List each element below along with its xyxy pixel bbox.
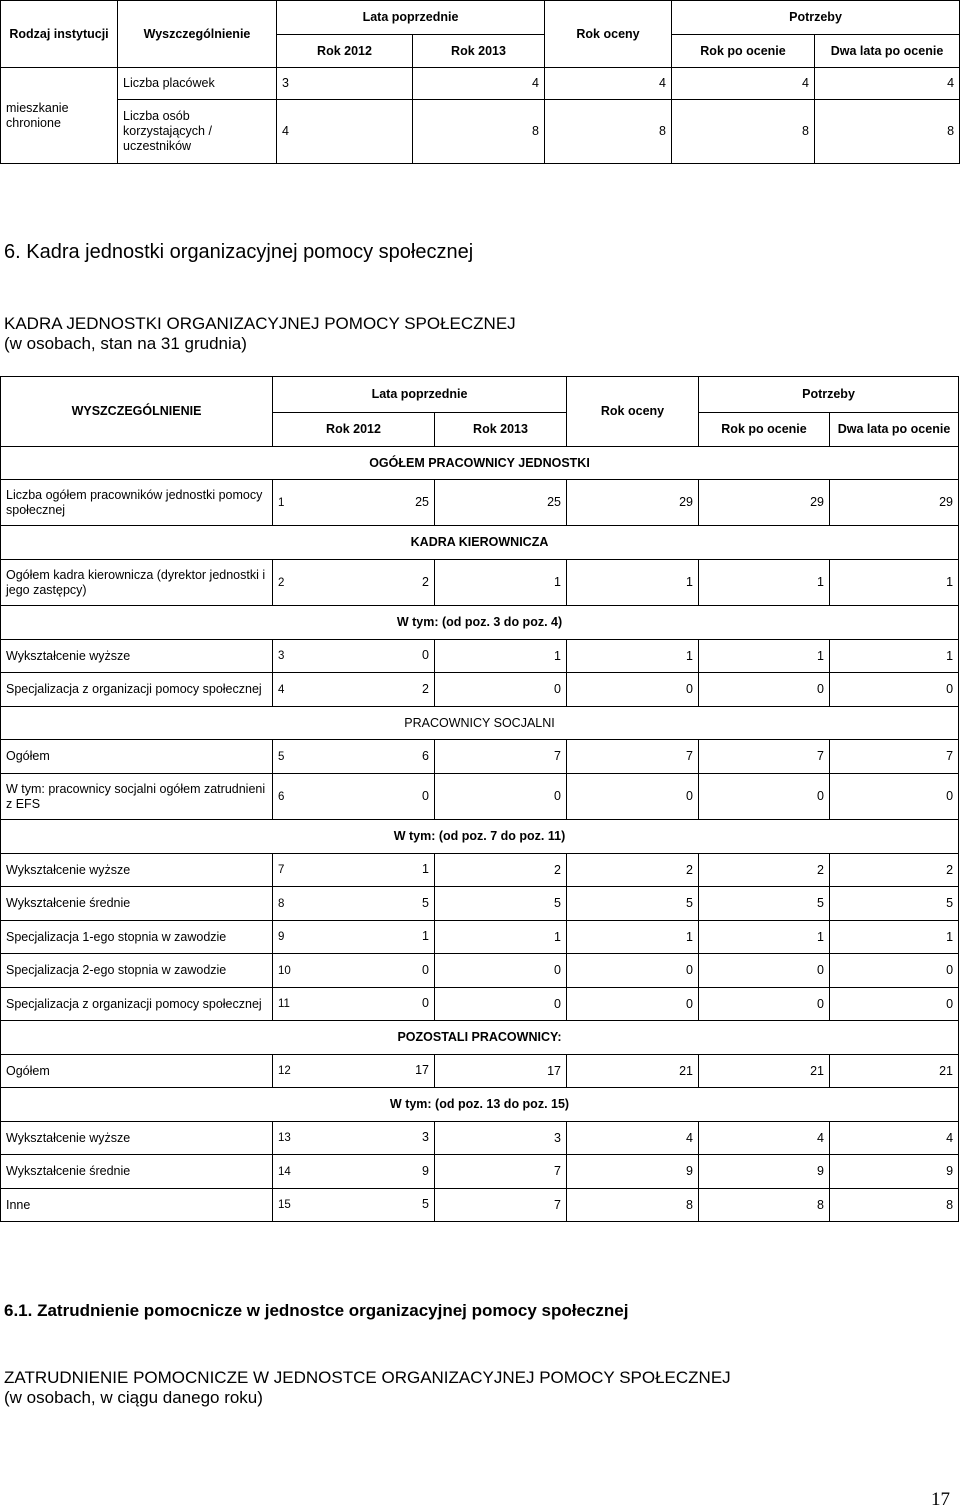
row-number: 12 [278, 1065, 291, 1077]
row-label: Specjalizacja z organizacji pomocy społecznej [1, 673, 273, 707]
cell-value: 8 [545, 100, 672, 164]
cell-value: 4 [672, 68, 815, 100]
value-dwa-lata: 2 [830, 854, 959, 887]
value-2013: 1 [435, 921, 567, 954]
value-rok-oceny: 7 [567, 740, 699, 774]
value-2012: 5 [422, 1197, 429, 1211]
section-header: KADRA KIEROWNICZA [1, 526, 959, 560]
section-header: W tym: (od poz. 3 do poz. 4) [1, 606, 959, 640]
value-rok-po-ocenie: 7 [699, 740, 830, 774]
value-dwa-lata: 0 [830, 954, 959, 988]
header-rok-po-ocenie: Rok po ocenie [699, 413, 830, 447]
value-dwa-lata: 0 [830, 988, 959, 1021]
value-rok-po-ocenie: 1 [699, 560, 830, 606]
page-number: 17 [931, 1489, 950, 1510]
value-dwa-lata: 5 [830, 887, 959, 921]
value-rok-po-ocenie: 5 [699, 887, 830, 921]
value-rok-oceny: 2 [567, 854, 699, 887]
value-2012: 25 [415, 494, 429, 509]
value-2012: 0 [422, 648, 429, 662]
cell-value [273, 988, 435, 1021]
value-rok-oceny: 21 [567, 1055, 699, 1088]
value-dwa-lata: 1 [830, 560, 959, 606]
value-rok-oceny: 1 [567, 921, 699, 954]
value-rok-po-ocenie: 9 [699, 1155, 830, 1189]
row-label: Specjalizacja 1-ego stopnia w zawodzie [1, 921, 273, 954]
value-2013: 5 [435, 887, 567, 921]
value-2013: 1 [435, 560, 567, 606]
cell-value [273, 1122, 435, 1155]
value-rok-po-ocenie: 29 [699, 480, 830, 526]
value-dwa-lata: 9 [830, 1155, 959, 1189]
row-number: 3 [278, 650, 285, 662]
row-number: 11 [278, 998, 290, 1010]
row-label: Specjalizacja z organizacji pomocy społecznej [1, 988, 273, 1021]
row-number: 6 [278, 790, 285, 803]
value-rok-po-ocenie: 0 [699, 954, 830, 988]
row-label: Ogółem [1, 740, 273, 774]
cell-value [273, 1189, 435, 1222]
cell-value [273, 921, 435, 954]
cell-value [273, 1055, 435, 1088]
row-number: 7 [278, 864, 285, 876]
row-label: Wykształcenie średnie [1, 887, 273, 921]
value-rok-po-ocenie: 8 [699, 1189, 830, 1222]
section-header: OGÓŁEM PRACOWNICY JEDNOSTKI [1, 447, 959, 480]
header-dwa-lata-po-ocenie: Dwa lata po ocenie [830, 413, 959, 447]
section-header: W tym: (od poz. 13 do poz. 15) [1, 1088, 959, 1122]
section-header: PRACOWNICY SOCJALNI [1, 707, 959, 740]
value-rok-oceny: 1 [567, 560, 699, 606]
value-2013: 0 [435, 988, 567, 1021]
row-label: Inne [1, 1189, 273, 1222]
value-rok-oceny: 0 [567, 954, 699, 988]
value-dwa-lata: 0 [830, 673, 959, 707]
value-2012: 0 [422, 996, 429, 1010]
cell-value: 4 [413, 68, 545, 100]
cell-value: 4 [815, 68, 960, 100]
value-dwa-lata: 1 [830, 921, 959, 954]
value-rok-po-ocenie: 0 [699, 774, 830, 820]
table-title [4, 314, 516, 354]
row-label: Wykształcenie średnie [1, 1155, 273, 1189]
row-label: Specjalizacja 2-ego stopnia w zawodzie [1, 954, 273, 988]
value-rok-po-ocenie: 0 [699, 673, 830, 707]
value-2013: 7 [435, 1155, 567, 1189]
table-title-line2: (w osobach, stan na 31 grudnia) [4, 334, 247, 353]
cell-value [273, 954, 435, 988]
section-header: POZOSTALI PRACOWNICY: [1, 1021, 959, 1055]
cell-value [273, 854, 435, 887]
cell-value [273, 640, 435, 673]
value-rok-po-ocenie: 1 [699, 921, 830, 954]
header-dwa-lata-po-ocenie: Dwa lata po ocenie [815, 35, 960, 68]
value-dwa-lata: 29 [830, 480, 959, 526]
header-rodzaj-instytucji: Rodzaj instytucji [1, 1, 118, 68]
value-rok-oceny: 5 [567, 887, 699, 921]
value-rok-oceny: 8 [567, 1189, 699, 1222]
row-label: Liczba osób korzystających / uczestników [118, 100, 277, 164]
row-label: Ogółem [1, 1055, 273, 1088]
header-potrzeby: Potrzeby [699, 377, 959, 413]
value-dwa-lata: 7 [830, 740, 959, 774]
value-rok-oceny: 0 [567, 774, 699, 820]
table-title-line1: KADRA JEDNOSTKI ORGANIZACYJNEJ POMOCY SPOŁECZNEJ [4, 314, 516, 333]
value-rok-po-ocenie: 1 [699, 640, 830, 673]
row-number: 9 [278, 931, 285, 943]
value-dwa-lata: 0 [830, 774, 959, 820]
subtable-title-line2: (w osobach, w ciągu danego roku) [4, 1388, 263, 1407]
cell-value [273, 1155, 435, 1189]
header-wyszczegolnienie: Wyszczególnienie [118, 1, 277, 68]
row-label: Wykształcenie wyższe [1, 640, 273, 673]
row-number: 2 [278, 576, 285, 589]
institution-name: mieszkanie chronione [1, 68, 118, 164]
header-rok-oceny: Rok oceny [545, 1, 672, 68]
cell-value [273, 740, 435, 774]
value-2013: 2 [435, 854, 567, 887]
cell-value: 3 [277, 68, 413, 100]
cell-value [273, 560, 435, 606]
value-2012: 0 [422, 788, 429, 803]
section-header: W tym: (od poz. 7 do poz. 11) [1, 820, 959, 854]
value-dwa-lata: 8 [830, 1189, 959, 1222]
cell-value [273, 774, 435, 820]
row-number: 5 [278, 750, 285, 763]
value-2012: 17 [415, 1063, 429, 1077]
header-wyszczegolnienie: WYSZCZEGÓLNIENIE [1, 377, 273, 447]
cell-value: 4 [277, 100, 413, 164]
row-label: Liczba placówek [118, 68, 277, 100]
subtable-title-line1: ZATRUDNIENIE POMOCNICZE W JEDNOSTCE ORGANIZACYJNEJ POMOCY SPOŁECZNEJ [4, 1368, 731, 1387]
cell-value: 8 [413, 100, 545, 164]
row-number: 14 [278, 1165, 291, 1178]
value-2012: 2 [422, 574, 429, 589]
cell-value [273, 673, 435, 707]
cell-value: 8 [815, 100, 960, 164]
row-number: 1 [278, 496, 285, 509]
value-rok-oceny: 0 [567, 673, 699, 707]
value-dwa-lata: 21 [830, 1055, 959, 1088]
cell-value [273, 887, 435, 921]
row-label: Wykształcenie wyższe [1, 1122, 273, 1155]
kadra-table [0, 376, 959, 1222]
row-number: 4 [278, 683, 285, 696]
row-label: W tym: pracownicy socjalni ogółem zatrudnieni z EFS [1, 774, 273, 820]
value-2012: 2 [422, 681, 429, 696]
institution-table [0, 0, 960, 164]
header-lata-poprzednie: Lata poprzednie [277, 1, 545, 35]
row-number: 13 [278, 1132, 291, 1144]
header-rok-2013: Rok 2013 [435, 413, 567, 447]
value-2013: 0 [435, 673, 567, 707]
value-2012: 6 [422, 748, 429, 763]
value-2013: 17 [435, 1055, 567, 1088]
value-rok-po-ocenie: 2 [699, 854, 830, 887]
value-2012: 9 [422, 1163, 429, 1178]
value-2013: 1 [435, 640, 567, 673]
value-rok-po-ocenie: 0 [699, 988, 830, 1021]
value-2012: 0 [422, 962, 429, 977]
header-potrzeby: Potrzeby [672, 1, 960, 35]
cell-value: 4 [545, 68, 672, 100]
row-number: 15 [278, 1199, 291, 1211]
header-rok-2013: Rok 2013 [413, 35, 545, 68]
row-number: 10 [278, 964, 291, 977]
value-2013: 3 [435, 1122, 567, 1155]
value-2013: 25 [435, 480, 567, 526]
value-2013: 0 [435, 954, 567, 988]
section-title: 6. Kadra jednostki organizacyjnej pomocy społecznej [4, 241, 474, 263]
value-rok-oceny: 9 [567, 1155, 699, 1189]
header-rok-oceny: Rok oceny [567, 377, 699, 447]
value-rok-oceny: 4 [567, 1122, 699, 1155]
header-lata-poprzednie: Lata poprzednie [273, 377, 567, 413]
value-2013: 7 [435, 1189, 567, 1222]
row-label: Wykształcenie wyższe [1, 854, 273, 887]
value-rok-oceny: 29 [567, 480, 699, 526]
value-2013: 7 [435, 740, 567, 774]
value-2012: 3 [422, 1130, 429, 1144]
value-rok-po-ocenie: 21 [699, 1055, 830, 1088]
header-rok-2012: Rok 2012 [273, 413, 435, 447]
value-2013: 0 [435, 774, 567, 820]
header-rok-2012: Rok 2012 [277, 35, 413, 68]
value-2012: 1 [422, 862, 429, 876]
cell-value [273, 480, 435, 526]
value-dwa-lata: 4 [830, 1122, 959, 1155]
subtable-title [4, 1368, 731, 1408]
row-label: Liczba ogółem pracowników jednostki pomocy społecznej [1, 480, 273, 526]
value-rok-oceny: 1 [567, 640, 699, 673]
value-rok-po-ocenie: 4 [699, 1122, 830, 1155]
value-2012: 1 [422, 929, 429, 943]
row-label: Ogółem kadra kierownicza (dyrektor jednostki i jego zastępcy) [1, 560, 273, 606]
row-number: 8 [278, 897, 285, 910]
cell-value: 8 [672, 100, 815, 164]
value-dwa-lata: 1 [830, 640, 959, 673]
subsection-title: 6.1. Zatrudnienie pomocnicze w jednostce organizacyjnej pomocy społecznej [4, 1301, 629, 1320]
value-2012: 5 [422, 895, 429, 910]
value-rok-oceny: 0 [567, 988, 699, 1021]
header-rok-po-ocenie: Rok po ocenie [672, 35, 815, 68]
